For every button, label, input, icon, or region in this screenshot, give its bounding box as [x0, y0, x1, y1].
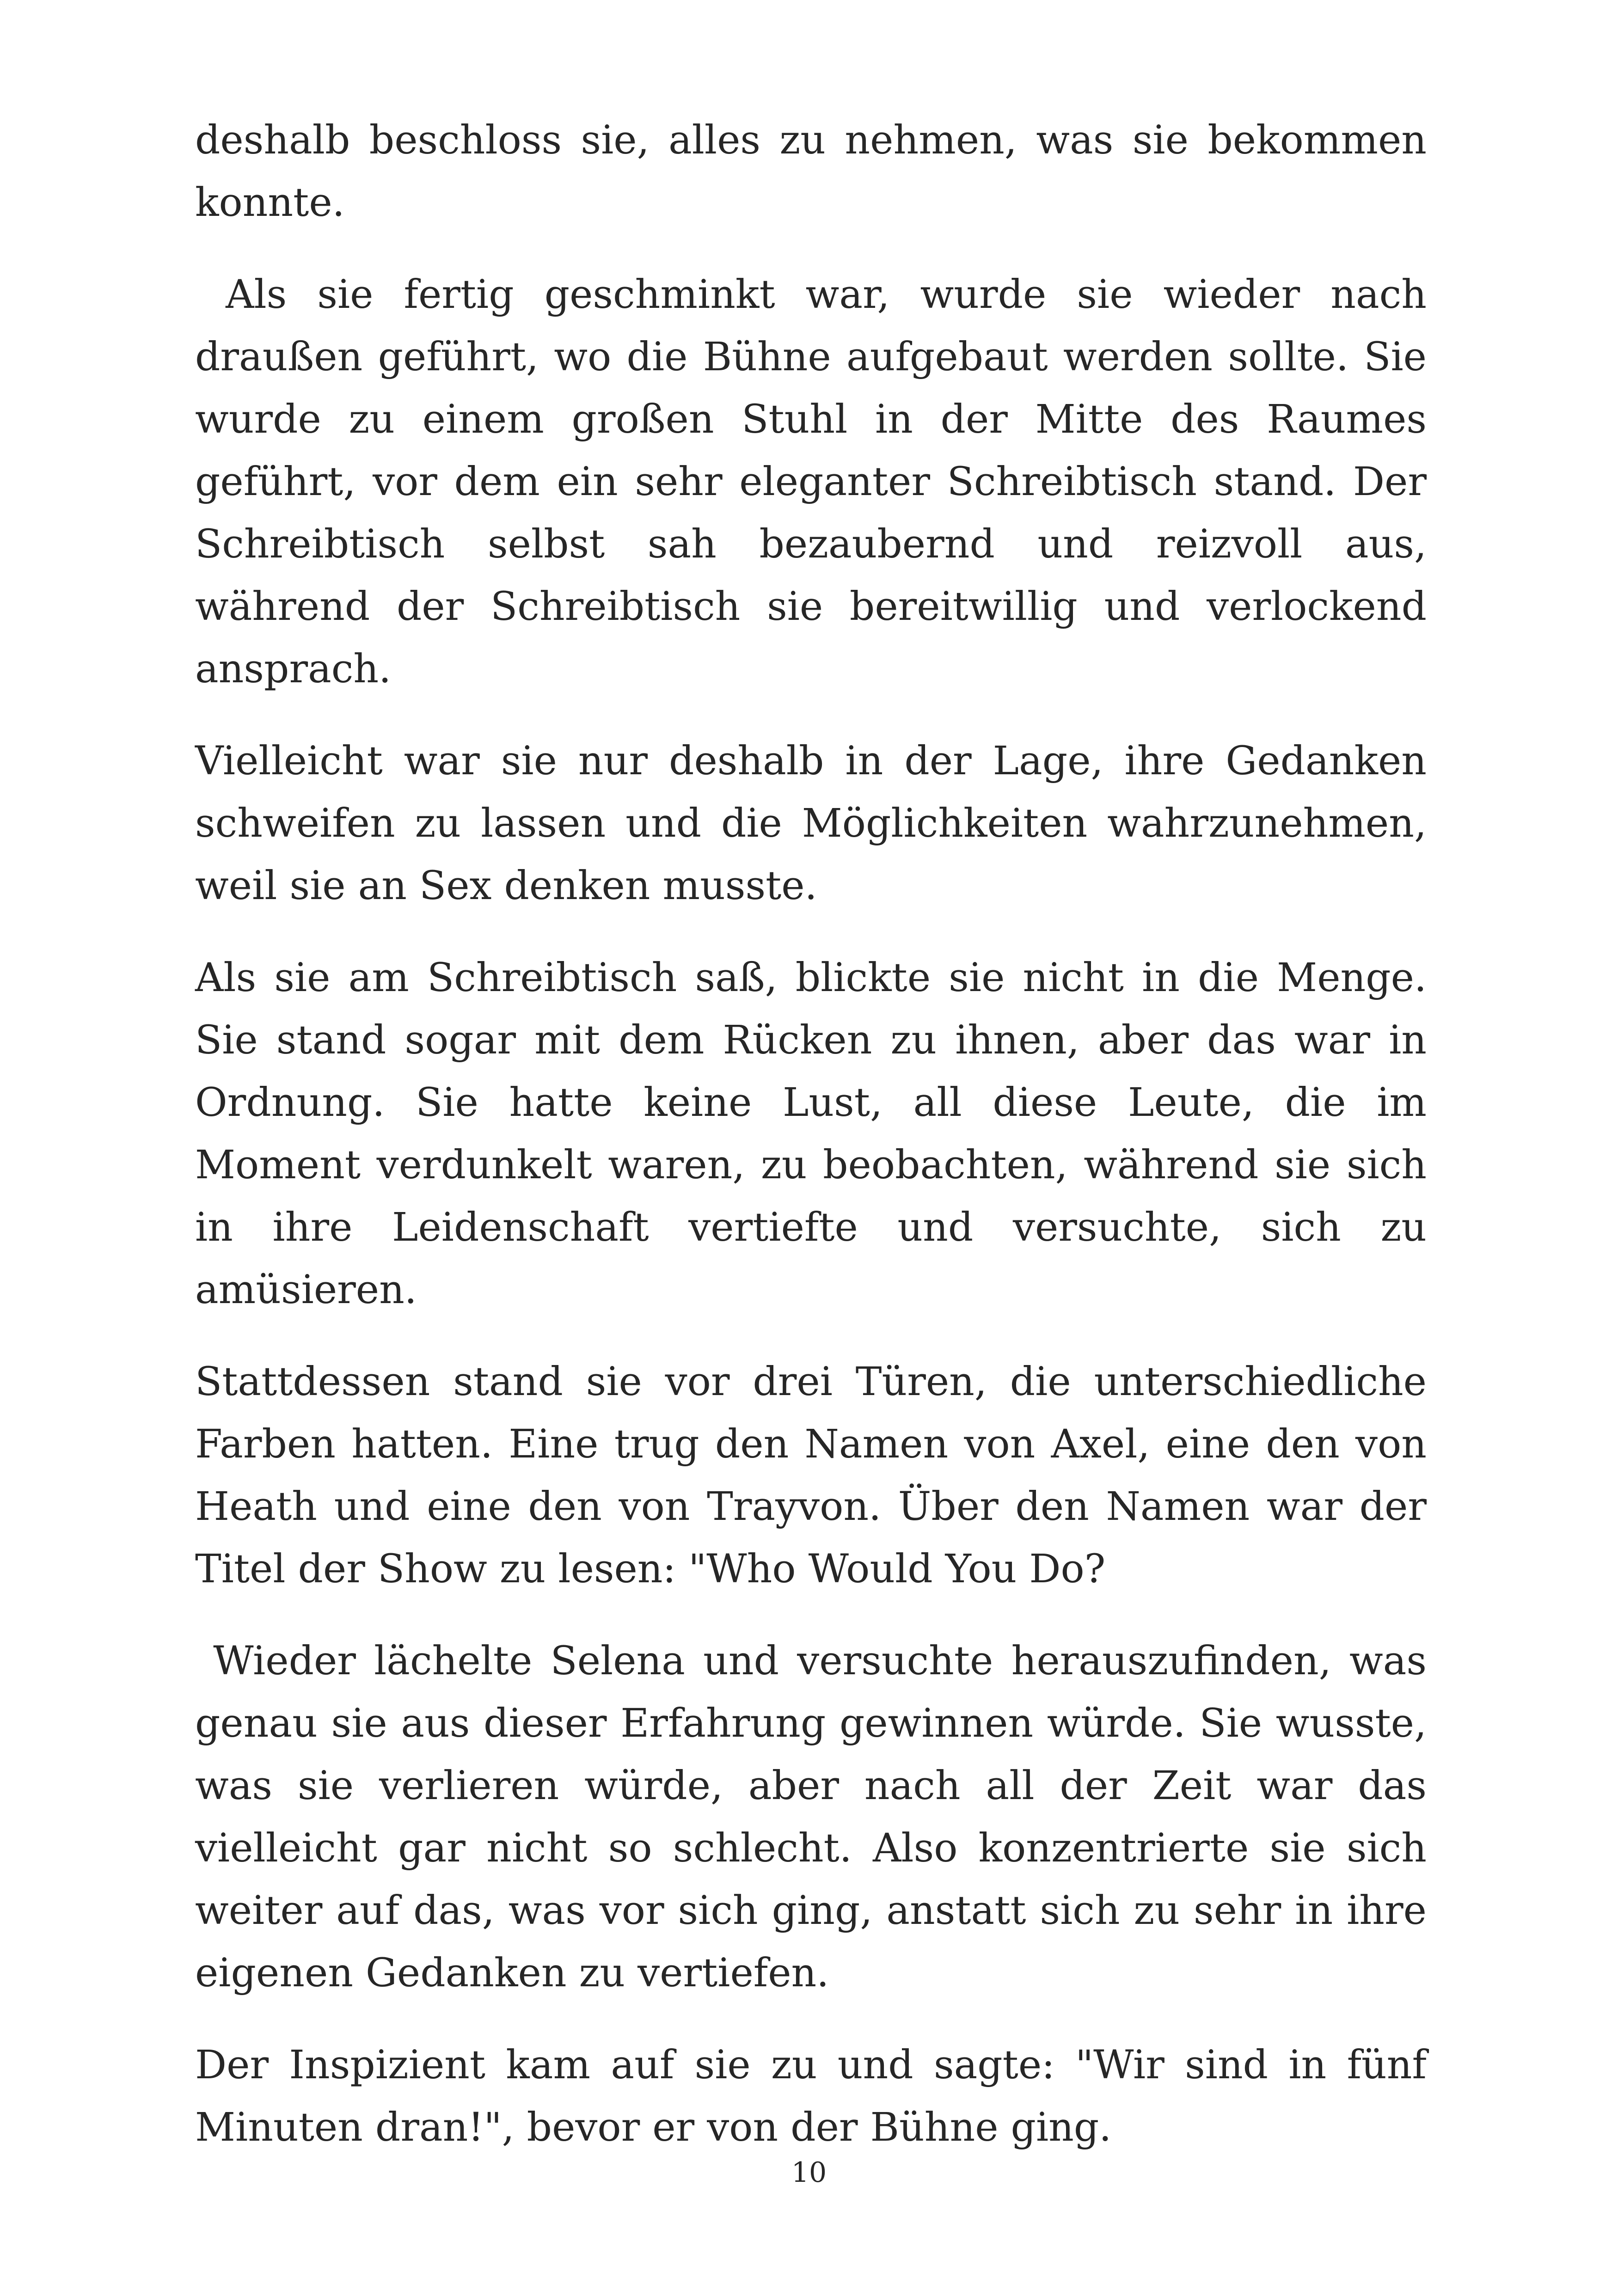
paragraph-4: Als sie am Schreibtisch saß, blickte sie nicht in die Menge. Sie stand sogar mit dem Rücken zu ihnen, aber das war in Ordnung. Sie hatte keine Lust, all diese Leute, die im Moment verdunkelt waren, zu beobachten, während sie sich in ihre Leidenschaft vertiefte und versuchte, sich zu amüsieren.: [195, 955, 1427, 1313]
paragraph-5: Stattdessen stand sie vor drei Türen, die unterschiedliche Farben hatten. Eine trug den Namen von Axel, eine den von Heath und eine den von Trayvon. Über den Namen war der Titel der Show zu lesen: "Who Would You Do?: [195, 1359, 1427, 1592]
paragraph-7: Der Inspizient kam auf sie zu und sagte: "Wir sind in fünf Minuten dran!", bevor er von der Bühne ging.: [195, 2042, 1427, 2150]
body-text: [195, 109, 1427, 2188]
paragraph-3: Vielleicht war sie nur deshalb in der Lage, ihre Gedanken schweifen zu lassen und die Möglichkeiten wahrzunehmen, weil sie an Sex denken musste.: [195, 738, 1427, 909]
page-number: 10: [791, 2156, 827, 2189]
paragraph-6: Wieder lächelte Selena und versuchte herauszufinden, was genau sie aus dieser Erfahrung gewinnen würde. Sie wusste, was sie verlieren würde, aber nach all der Zeit war das vielleicht gar nicht so schlecht. Also konzentrierte sie sich weiter auf das, was vor sich ging, anstatt sich zu sehr in ihre eigenen Gedanken zu vertiefen.: [195, 1638, 1427, 1996]
paragraph-2: Als sie fertig geschminkt war, wurde sie wieder nach draußen geführt, wo die Bühne aufgebaut werden sollte. Sie wurde zu einem großen Stuhl in der Mitte des Raumes geführt, vor dem ein sehr eleganter Schreibtisch stand. Der Schreibtisch selbst sah bezaubernd und reizvoll aus, während der Schreibtisch sie bereitwillig und verlockend ansprach.: [195, 272, 1427, 692]
paragraph-1: deshalb beschloss sie, alles zu nehmen, was sie bekommen konnte.: [195, 117, 1427, 226]
